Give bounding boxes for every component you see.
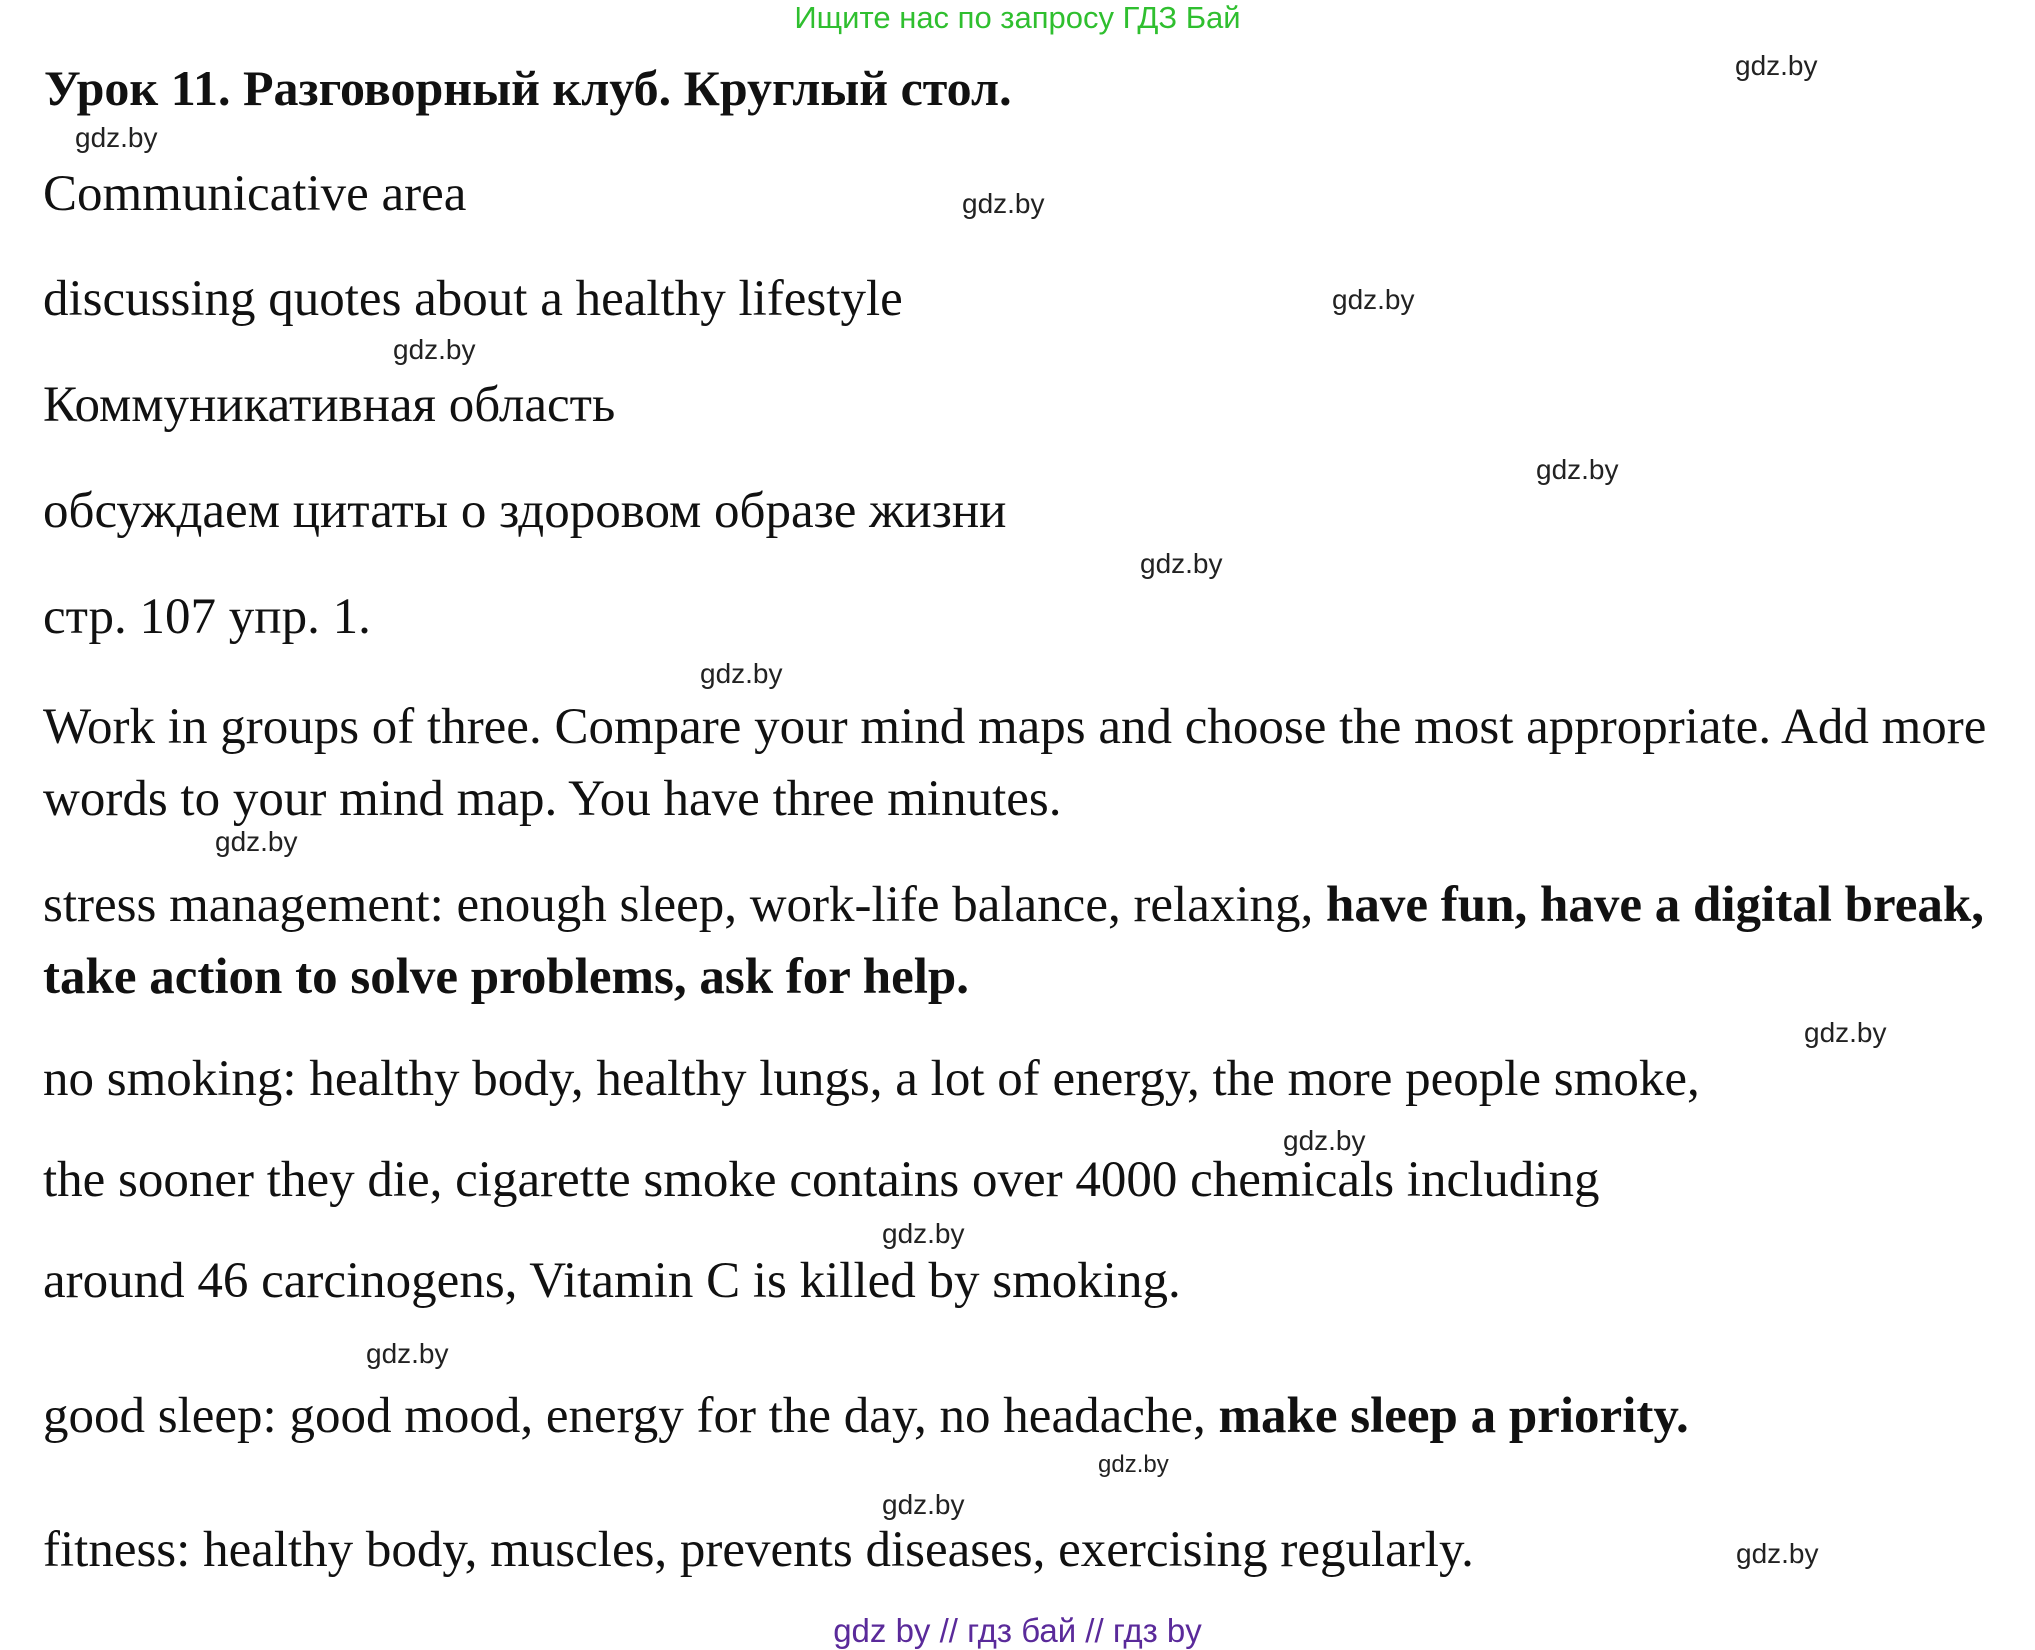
task-instructions: Work in groups of three. Compare your mind maps and choose the most appropriate. Add more words to your mind map. You have three minutes. bbox=[43, 699, 1987, 827]
stress-management-answer bbox=[43, 869, 1988, 1013]
footer-links: gdz by // гдз бай // гдз by bbox=[833, 1612, 1202, 1649]
area-ru-label: Коммуникативная область bbox=[43, 377, 616, 433]
smoking-answer-line-2: the sooner they die, cigarette smoke contains over 4000 chemicals including bbox=[43, 1152, 1600, 1208]
stress-plain-text: stress management: enough sleep, work-life balance, relaxing, bbox=[43, 877, 1327, 933]
area-ru-text: обсуждаем цитаты о здоровом образе жизни bbox=[43, 483, 1007, 539]
watermark: gdz.by bbox=[75, 122, 158, 153]
sleep-answer bbox=[43, 1385, 1689, 1447]
watermark: gdz.by bbox=[962, 188, 1045, 219]
watermark: gdz.by bbox=[1804, 1017, 1887, 1048]
watermark: gdz.by bbox=[700, 658, 783, 689]
area-en-label: Communicative area bbox=[43, 166, 467, 222]
area-en-text: discussing quotes about a healthy lifestyle bbox=[43, 271, 903, 327]
search-banner: Ищите нас по запросу ГДЗ Бай bbox=[794, 0, 1241, 35]
watermark: gdz.by bbox=[1283, 1125, 1366, 1156]
smoking-answer-line-1: no smoking: healthy body, healthy lungs, a lot of energy, the more people smoke, bbox=[43, 1051, 1700, 1107]
watermark: gdz.by bbox=[1536, 454, 1619, 485]
watermark: gdz.by bbox=[1098, 1451, 1169, 1478]
fitness-answer: fitness: healthy body, muscles, prevents diseases, exercising regularly. bbox=[43, 1522, 1474, 1578]
watermark: gdz.by bbox=[882, 1489, 965, 1520]
watermark: gdz.by bbox=[1736, 1538, 1819, 1569]
watermark: gdz.by bbox=[882, 1218, 965, 1249]
watermark: gdz.by bbox=[393, 334, 476, 365]
sleep-bold-text: make sleep a priority. bbox=[1218, 1388, 1689, 1444]
exercise-reference: стр. 107 упр. 1. bbox=[43, 589, 371, 645]
watermark: gdz.by bbox=[1332, 284, 1415, 315]
smoking-answer-line-3: around 46 carcinogens, Vitamin C is killed by smoking. bbox=[43, 1253, 1181, 1309]
watermark: gdz.by bbox=[1140, 548, 1223, 579]
watermark: gdz.by bbox=[215, 826, 298, 857]
stress-bold-text: have fun, have a digital break, take action to solve problems, ask for help. bbox=[43, 877, 1984, 1005]
watermark: gdz.by bbox=[366, 1338, 449, 1369]
watermark: gdz.by bbox=[1735, 50, 1818, 81]
sleep-plain-text: good sleep: good mood, energy for the day, no headache, bbox=[43, 1388, 1219, 1444]
lesson-title: Урок 11. Разговорный клуб. Круглый стол. bbox=[44, 60, 1012, 116]
